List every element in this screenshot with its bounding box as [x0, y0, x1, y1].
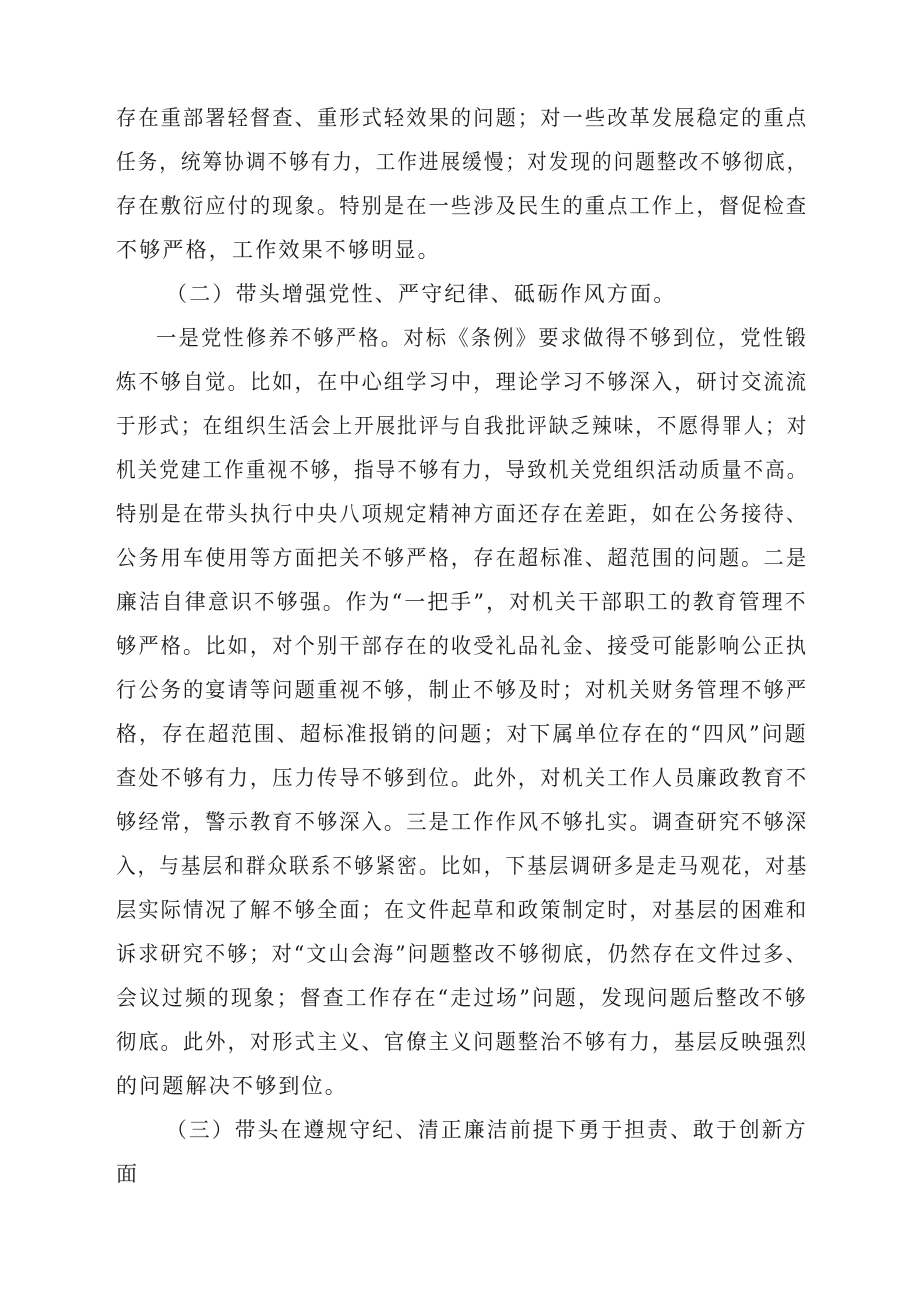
paragraph-line: 存在敷衍应付的现象。特别是在一些涉及民生的重点工作上，督促检查	[116, 194, 809, 218]
paragraph-line: 任务，统筹协调不够有力，工作进展缓慢；对发现的问题整改不够彻底，	[116, 150, 809, 174]
paragraph-line: 不够严格，工作效果不够明显。	[116, 238, 441, 262]
paragraph-line: 入，与基层和群众联系不够紧密。比如，下基层调研多是走马观花，对基	[116, 854, 809, 878]
paragraph-line: 炼不够自觉。比如，在中心组学习中，理论学习不够深入，研讨交流流	[116, 370, 809, 394]
paragraph-line: 查处不够有力，压力传导不够到位。此外，对机关工作人员廉政教育不	[116, 766, 809, 790]
section-heading: （三）带头在遵规守纪、清正廉洁前提下勇于担责、敢于创新方	[166, 1118, 808, 1142]
paragraph-line: 廉洁自律意识不够强。作为“一把手”，对机关干部职工的教育管理不	[116, 590, 808, 614]
section-heading-continuation: 面	[116, 1162, 140, 1186]
paragraph-line: 层实际情况了解不够全面；在文件起草和政策制定时，对基层的困难和	[116, 898, 809, 922]
paragraph-line: 彻底。此外，对形式主义、官僚主义问题整治不够有力，基层反映强烈	[116, 1030, 809, 1054]
paragraph-line: 一是党性修养不够严格。对标《条例》要求做得不够到位，党性锻	[156, 326, 808, 350]
paragraph-line: 于形式；在组织生活会上开展批评与自我批评缺乏辣味，不愿得罪人；对	[116, 414, 809, 438]
section-heading: （二）带头增强党性、严守纪律、砥砺作风方面。	[166, 282, 677, 306]
paragraph-line: 存在重部署轻督查、重形式轻效果的问题；对一些改革发展稳定的重点	[116, 106, 809, 130]
paragraph-line: 机关党建工作重视不够，指导不够有力，导致机关党组织活动质量不高。	[116, 458, 809, 482]
paragraph-line: 特别是在带头执行中央八项规定精神方面还存在差距，如在公务接待、	[116, 502, 809, 526]
paragraph-line: 格，存在超范围、超标准报销的问题；对下属单位存在的“四风”问题	[116, 722, 808, 746]
paragraph-line: 诉求研究不够；对“文山会海”问题整改不够彻底，仍然存在文件过多、	[116, 942, 808, 966]
paragraph-line: 行公务的宴请等问题重视不够，制止不够及时；对机关财务管理不够严	[116, 678, 809, 702]
paragraph-line: 够严格。比如，对个别干部存在的收受礼品礼金、接受可能影响公正执	[116, 634, 809, 658]
paragraph-line: 够经常，警示教育不够深入。三是工作作风不够扎实。调查研究不够深	[116, 810, 809, 834]
paragraph-line: 的问题解决不够到位。	[116, 1074, 348, 1098]
paragraph-line: 公务用车使用等方面把关不够严格，存在超标准、超范围的问题。二是	[116, 546, 809, 570]
paragraph-line: 会议过频的现象；督查工作存在“走过场”问题，发现问题后整改不够	[116, 986, 808, 1010]
